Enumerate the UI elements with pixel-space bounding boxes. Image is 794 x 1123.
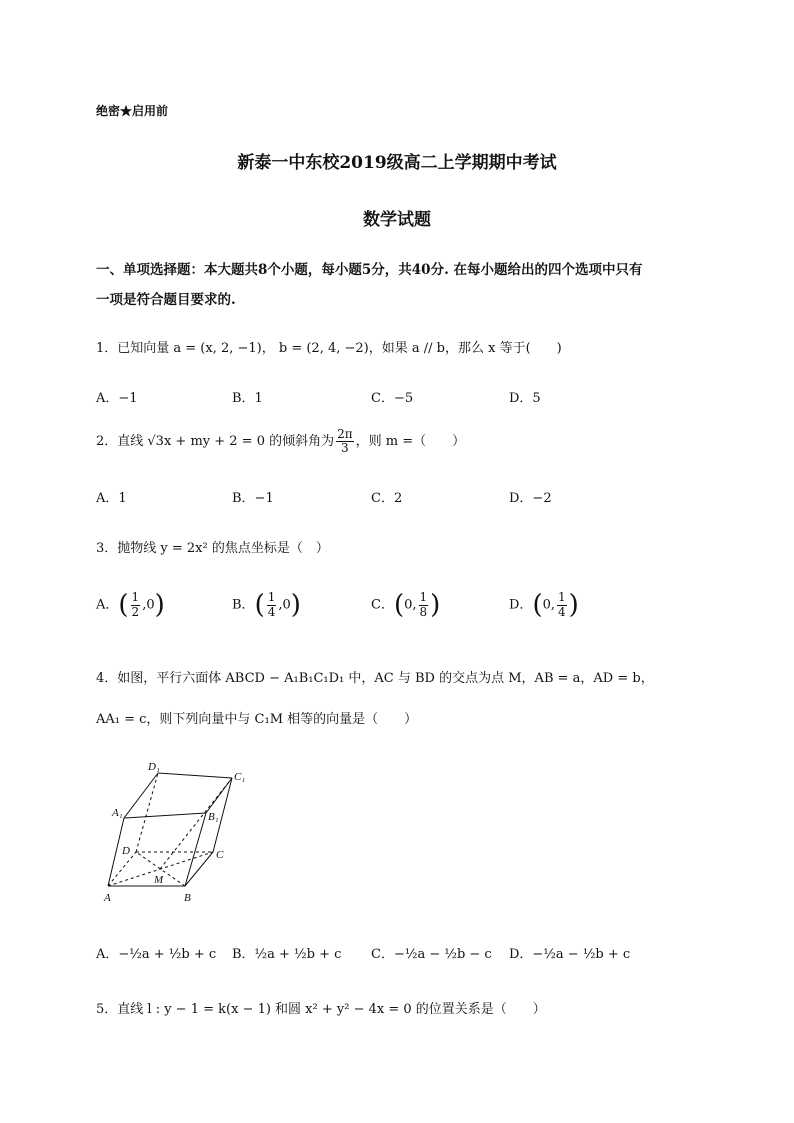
edge-bc bbox=[185, 852, 213, 886]
label-b1: B₁ bbox=[208, 811, 219, 823]
confidential-label: 绝密★启用前 bbox=[96, 104, 169, 118]
q3d-frac: $\frac{1}{4}$ bbox=[558, 590, 566, 619]
question-1-option-d: D．5 bbox=[509, 391, 541, 406]
question-3-option-b: B．( $\frac{1}{4}$ ,0) bbox=[232, 590, 301, 620]
label-d: D bbox=[122, 845, 130, 857]
label-d1: D₁ bbox=[148, 761, 160, 773]
q3c-label: C． bbox=[371, 597, 394, 613]
question-2-stem-a: 2．直线 √3x + my + 2 = 0 的倾斜角为 bbox=[96, 434, 335, 450]
label-c1: C₁ bbox=[234, 771, 246, 783]
question-4-option-d: D．−½a − ½b + c bbox=[509, 947, 631, 962]
question-4-option-a: A．−½a + ½b + c bbox=[96, 947, 217, 962]
edge-dd1-hidden bbox=[136, 773, 158, 852]
exam-title: 新泰一中东校2019级高二上学期期中考试 bbox=[237, 153, 557, 173]
question-3-option-a: A．( $\frac{1}{2}$ ,0) bbox=[96, 590, 165, 620]
question-4-option-c: C．−½a − ½b − c bbox=[371, 947, 492, 962]
question-2-stem-b: ，则 m =（ ） bbox=[355, 434, 466, 450]
q3b-frac: $\frac{1}{4}$ bbox=[267, 590, 276, 619]
q3a-frac: $\frac{1}{2}$ bbox=[131, 590, 140, 619]
exam-subtitle: 数学试题 bbox=[363, 210, 431, 230]
question-2-option-d: D．−2 bbox=[509, 491, 552, 506]
q3a-label: A． bbox=[96, 597, 119, 613]
q3d-label: D． bbox=[509, 597, 533, 613]
parallelepiped-figure bbox=[98, 758, 258, 906]
question-1-option-a: A．−1 bbox=[96, 391, 138, 406]
question-3-option-d: D．(0, $\frac{1}{4}$ ) bbox=[509, 590, 579, 620]
q3c-frac: $\frac{1}{8}$ bbox=[419, 590, 428, 619]
label-c: C bbox=[216, 849, 224, 861]
edge-d1c1 bbox=[158, 773, 232, 778]
q3b-label: B． bbox=[232, 597, 255, 613]
question-2-option-b: B．−1 bbox=[232, 491, 274, 506]
label-m: M bbox=[154, 874, 164, 886]
label-a1: A₁ bbox=[112, 807, 123, 819]
question-1-option-b: B．1 bbox=[232, 391, 263, 406]
question-1-stem: 1．已知向量 a = (x, 2, −1)， b = (2, 4, −2)，如果 a // b，那么 x 等于( ) bbox=[96, 341, 562, 356]
label-a: A bbox=[104, 892, 111, 904]
section-heading-line1: 一、单项选择题：本大题共8个小题，每小题5分，共40分. 在每小题给出的四个选项中只有 bbox=[96, 262, 643, 278]
question-2-stem bbox=[96, 428, 465, 455]
edge-a1b1 bbox=[124, 813, 206, 818]
question-1-option-c: C．−5 bbox=[371, 391, 414, 406]
edge-a1d1 bbox=[124, 773, 158, 818]
question-4-option-b: B．½a + ½b + c bbox=[232, 947, 342, 962]
section-heading-line2: 一项是符合题目要求的. bbox=[96, 292, 236, 308]
question-4-stem-line1: 4．如图，平行六面体 ABCD − A₁B₁C₁D₁ 中，AC 与 BD 的交点为点 M，AB = a，AD = b， bbox=[96, 671, 654, 686]
question-2-option-c: C．2 bbox=[371, 491, 403, 506]
question-2-fraction bbox=[336, 428, 354, 455]
question-2-frac-num: 2π bbox=[337, 427, 353, 441]
question-4-stem-line2: AA₁ = c，则下列向量中与 C₁M 相等的向量是（ ） bbox=[96, 712, 418, 727]
question-5-stem: 5．直线 l : y − 1 = k(x − 1) 和圆 x² + y² − 4x = 0 的位置关系是（ ） bbox=[96, 1002, 546, 1017]
question-3-option-c: C．(0, $\frac{1}{8}$ ) bbox=[371, 590, 441, 620]
question-2-frac-den: 3 bbox=[341, 441, 349, 456]
edge-bb1 bbox=[185, 813, 206, 886]
label-b: B bbox=[184, 892, 191, 904]
question-3-stem: 3．抛物线 y = 2x² 的焦点坐标是（ ） bbox=[96, 541, 329, 556]
question-2-option-a: A．1 bbox=[96, 491, 127, 506]
